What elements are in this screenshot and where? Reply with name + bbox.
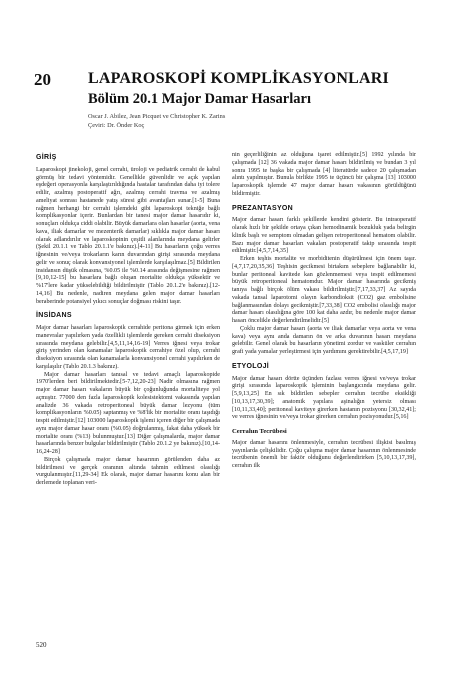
chapter-number: 20 [34, 70, 51, 89]
incidence-paragraph-1: Major damar hasarları laparoskopik cerrahide peritona girmek için erken manevralar yapılırken yada özellikli işlemlerde gereken cerrahi diseksiyon sırasında meydana gelebilir.[4,5,11,14,16-19] Verres iğnesi veya trokar giriş yerinden olan kanamalar laparoskopik cerrahiye özel olup, cerrahi diseksiyon sırasında olan kanamalarla konvansiyonel cerrahi yapılırken de karşılaşılır (Tablo 20.1.3 bakınız). [36, 325, 220, 370]
incidence-paragraph-2: Major damar hasarları tanısal ve tedavi amaçlı laparoskopide 1970'lerden beri bildirilmektedir.[5-7,12,20-23] Nadir olmasına rağmen major damar hasarı vakaların büyük bir çoğunluğunda mortaliteye yol açmıştır. 77000 den fazla laparoskopik kolesistektomi vakasında yapılan analizde 36 vakada retroperitoneal büyük damar lezyonu (tüm komplikasyonların %0.05) saptanmış ve %8'lik bir mortalite oranı taşıdığı tespit edilmiştir.[12] 103000 laparoskopik işlemi içeren diğer bir çalışmada aynı major damar hasar oranı (%0.05) doğrulanmış, fakat daha yüksek bir mortalite oranı (%13) bulunmuştur.[13] Diğer çalışmalarda, major damar hasarlarında benzer bulgular bildirilmiştir (Tablo 20.1.2 ye bakınız).[10,14-16,24-28] [36, 371, 220, 455]
author-block [88, 112, 225, 130]
incidence-paragraph-3: Birçok çalışmada major damar hasarının görülenden daha az bildirilmesi ve gerçek oranının altında tahmin edilmesi olasılığı vurgulanmıştır.[11,29-34] Ek olarak, major damar hasarını konu alan bir derlemede toplanan veri- [36, 456, 220, 486]
presentation-paragraph-2: Erken teşhis mortalite ve morbiditenin düşürülmesi için önem taşır.[4,7,17,20,35,36] Teşhisin gecikmesi birtakım sebeplere bağlanabilir ki, bunlar peritoneal kavitede kan gözlenmemesi veya tespit edilmemesi büyük retroperitoneal hematomdur. Major damar hasarında gecikmiş tanıya bağlı birçok ölüm vakası bildirilmiştir.[7,17,33,37] Az sayıda vakada tansal laparotomi olayın karbondioksit (CO2) gaz embolisine bağlanmasından dolayı gecikmiştir.[7,33,38] CO2 embolisi olasılığı major damar hasarı olasılığına göre 100 kat daha azdır, bu nedenle major damar hasarı öncelikle değerlendirilmelidir.[5] [232, 256, 416, 324]
translator: Çeviri: Dr. Önder Koç [88, 122, 145, 129]
presentation-paragraph-1: Major damar hasarı farklı şekillerde kendini gösterir. Bu intraoperatif olarak hızlı bir şekilde ortaya çıkan hemodinamik bozukluk yada belirgin klinik başlı ve semptom olmadan gelişen retroperitoneal hematom olabilir. Bazı major damar hasarları vakaları postoperatif takip sırasında tespit edilmiştir.[4,5,7,14,35] [232, 217, 416, 255]
heading-intro: GİRİŞ [36, 154, 57, 161]
chapter-title: LAPAROSKOPİ KOMPLİKASYONLARI [88, 70, 389, 87]
heading-etiology: ETYOLOJİ [232, 362, 270, 370]
left-column [36, 152, 220, 488]
etiology-paragraph-1: Major damar hasarı dörtte üçünden fazlası verres iğnesi ve/veya trokar girişi sırasında laparoskopik işleminin başlangıcında meydana gelir.[5,9,13,25] En sık bildirilen sebepler cerrahın tecrübe eksikliği [10,13,17,30,39]; anatomik yapılara aşinalığın yetersiz olması [10,11,33,40]; peritoneal kaviteye girerken hastanın pozisyonu [30,32,41]; ve verres iğnesinin ve/veya trokar girerken cerrahın pozisyonudur.[5,16] [232, 375, 416, 421]
section-title: Bölüm 20.1 Major Damar Hasarları [88, 91, 311, 107]
right-column [232, 152, 416, 471]
presentation-paragraph-3: Çoklu major damar hasarı (aorta ve iliak damarlar veya aorta ve vena kava) veya aynı anda damarın ön ve arka duvarının hasarı meydana gelebilir. Genel olarak bu hasarların yönetimi zordur ve vasküler cerrahın grafi yada yamalar yerleştirmesi için yardımını gerektirebilir.[4,5,17,19] [232, 325, 416, 355]
heading-incidence: İNSİDANS [36, 312, 72, 320]
intro-continuation: nin geçerliliğinin az olduğuna işaret edilmiştir.[5] 1992 yılında bir çalışmada [12] 36 vakada major damar hasarı bildirilmiş ve bundan 3 yıl sonra 1995 te başka bir çalışmada [4] literatürde sadece 20 çalışmadan alıntı yapılmıştır. Bunula birlikte 1995 te üçüncü bir çalışma [13] 103000 laparoskopik işlemde 47 major damar hasarı vakasının görüldüğünü bildirmiştir. [232, 152, 416, 197]
heading-presentation: PREZANTASYON [232, 204, 294, 212]
subheading-surgeon-experience: Cerrahın Tecrübesi [232, 428, 287, 435]
experience-paragraph-1: Major damar hasarını önlenmesiyle, cerrahın tecrübesi ilişkisi basılmış yayınlarda çelişkilidir. Çoğu çalışma major damar hasarının önlenmesinde tecrübenin önemli bir faktör olduğunu değerlendirirken [5,10,13,17,39], cerrahın ilk [232, 439, 416, 469]
page-number: 520 [36, 641, 47, 649]
authors: Oscar J. Abilez, Jean Picquet ve Christopher K. Zarins [88, 113, 226, 120]
intro-paragraph: Laparoskopi jinekoloji, genel cerrahi, üroloji ve pediatrik cerrahi de kabul görmüş bir tedavi yöntemidir. Genellikle güvenlidir ve açık yapılan eşdeğeri operasyonla karşılaştırıldığında hastalar tarafından daha iyi tolere edilir, azalmış postoperatif ağrı, azalmış cerrahi travma ve azalmış ameliyat sonrası hastanede yatış süresi gibi avantajları sunar.[1-5] Buna rağmen herhangi bir cerrahi işlemdeki gibi laparoskopi tekniğe bağlı komplikasyonlar içerir. Bunlardan bir tanesi major damar hasarıdır ki, sonuçları oldukça ciddi olabilir. Büyük damarlara olan hasarlar (aorta, vena kava, iliak damarlar ve mezenterik damarlar) sıklıkla major damar hasarı olarak adlandırılır ve laparoskopinin çeşitli alanlarında meydana gelirler (Şekil 20.1.1 ve Tablo 20.1.1'e bakınız).[4-11] Bu hasarların çoğu verres iğnesinin ve/veya trokarların karın duvarından girişi sırasında meydana gelir ve sonuç olarak konvansiyonel işlemlerde karşılaşılmaz.[5] Bildirilen insidansın düşük olmasına, %0.05 ile %0.14 arasında değişmesine rağmen [9,10,12-15] bu hasarlara bağlı oluşan mortalite oldukça yüksektir ve %17'lere kadar yükselebildiği bildirilmiştir (Tablo 20.1.2'e bakınız).[12-14,16] Bu nedenle, nadiren meydana gelen major damar hasarları beraberinde potansiyel yıkıcı sonuçlar doğması riskini taşır. [36, 166, 220, 305]
